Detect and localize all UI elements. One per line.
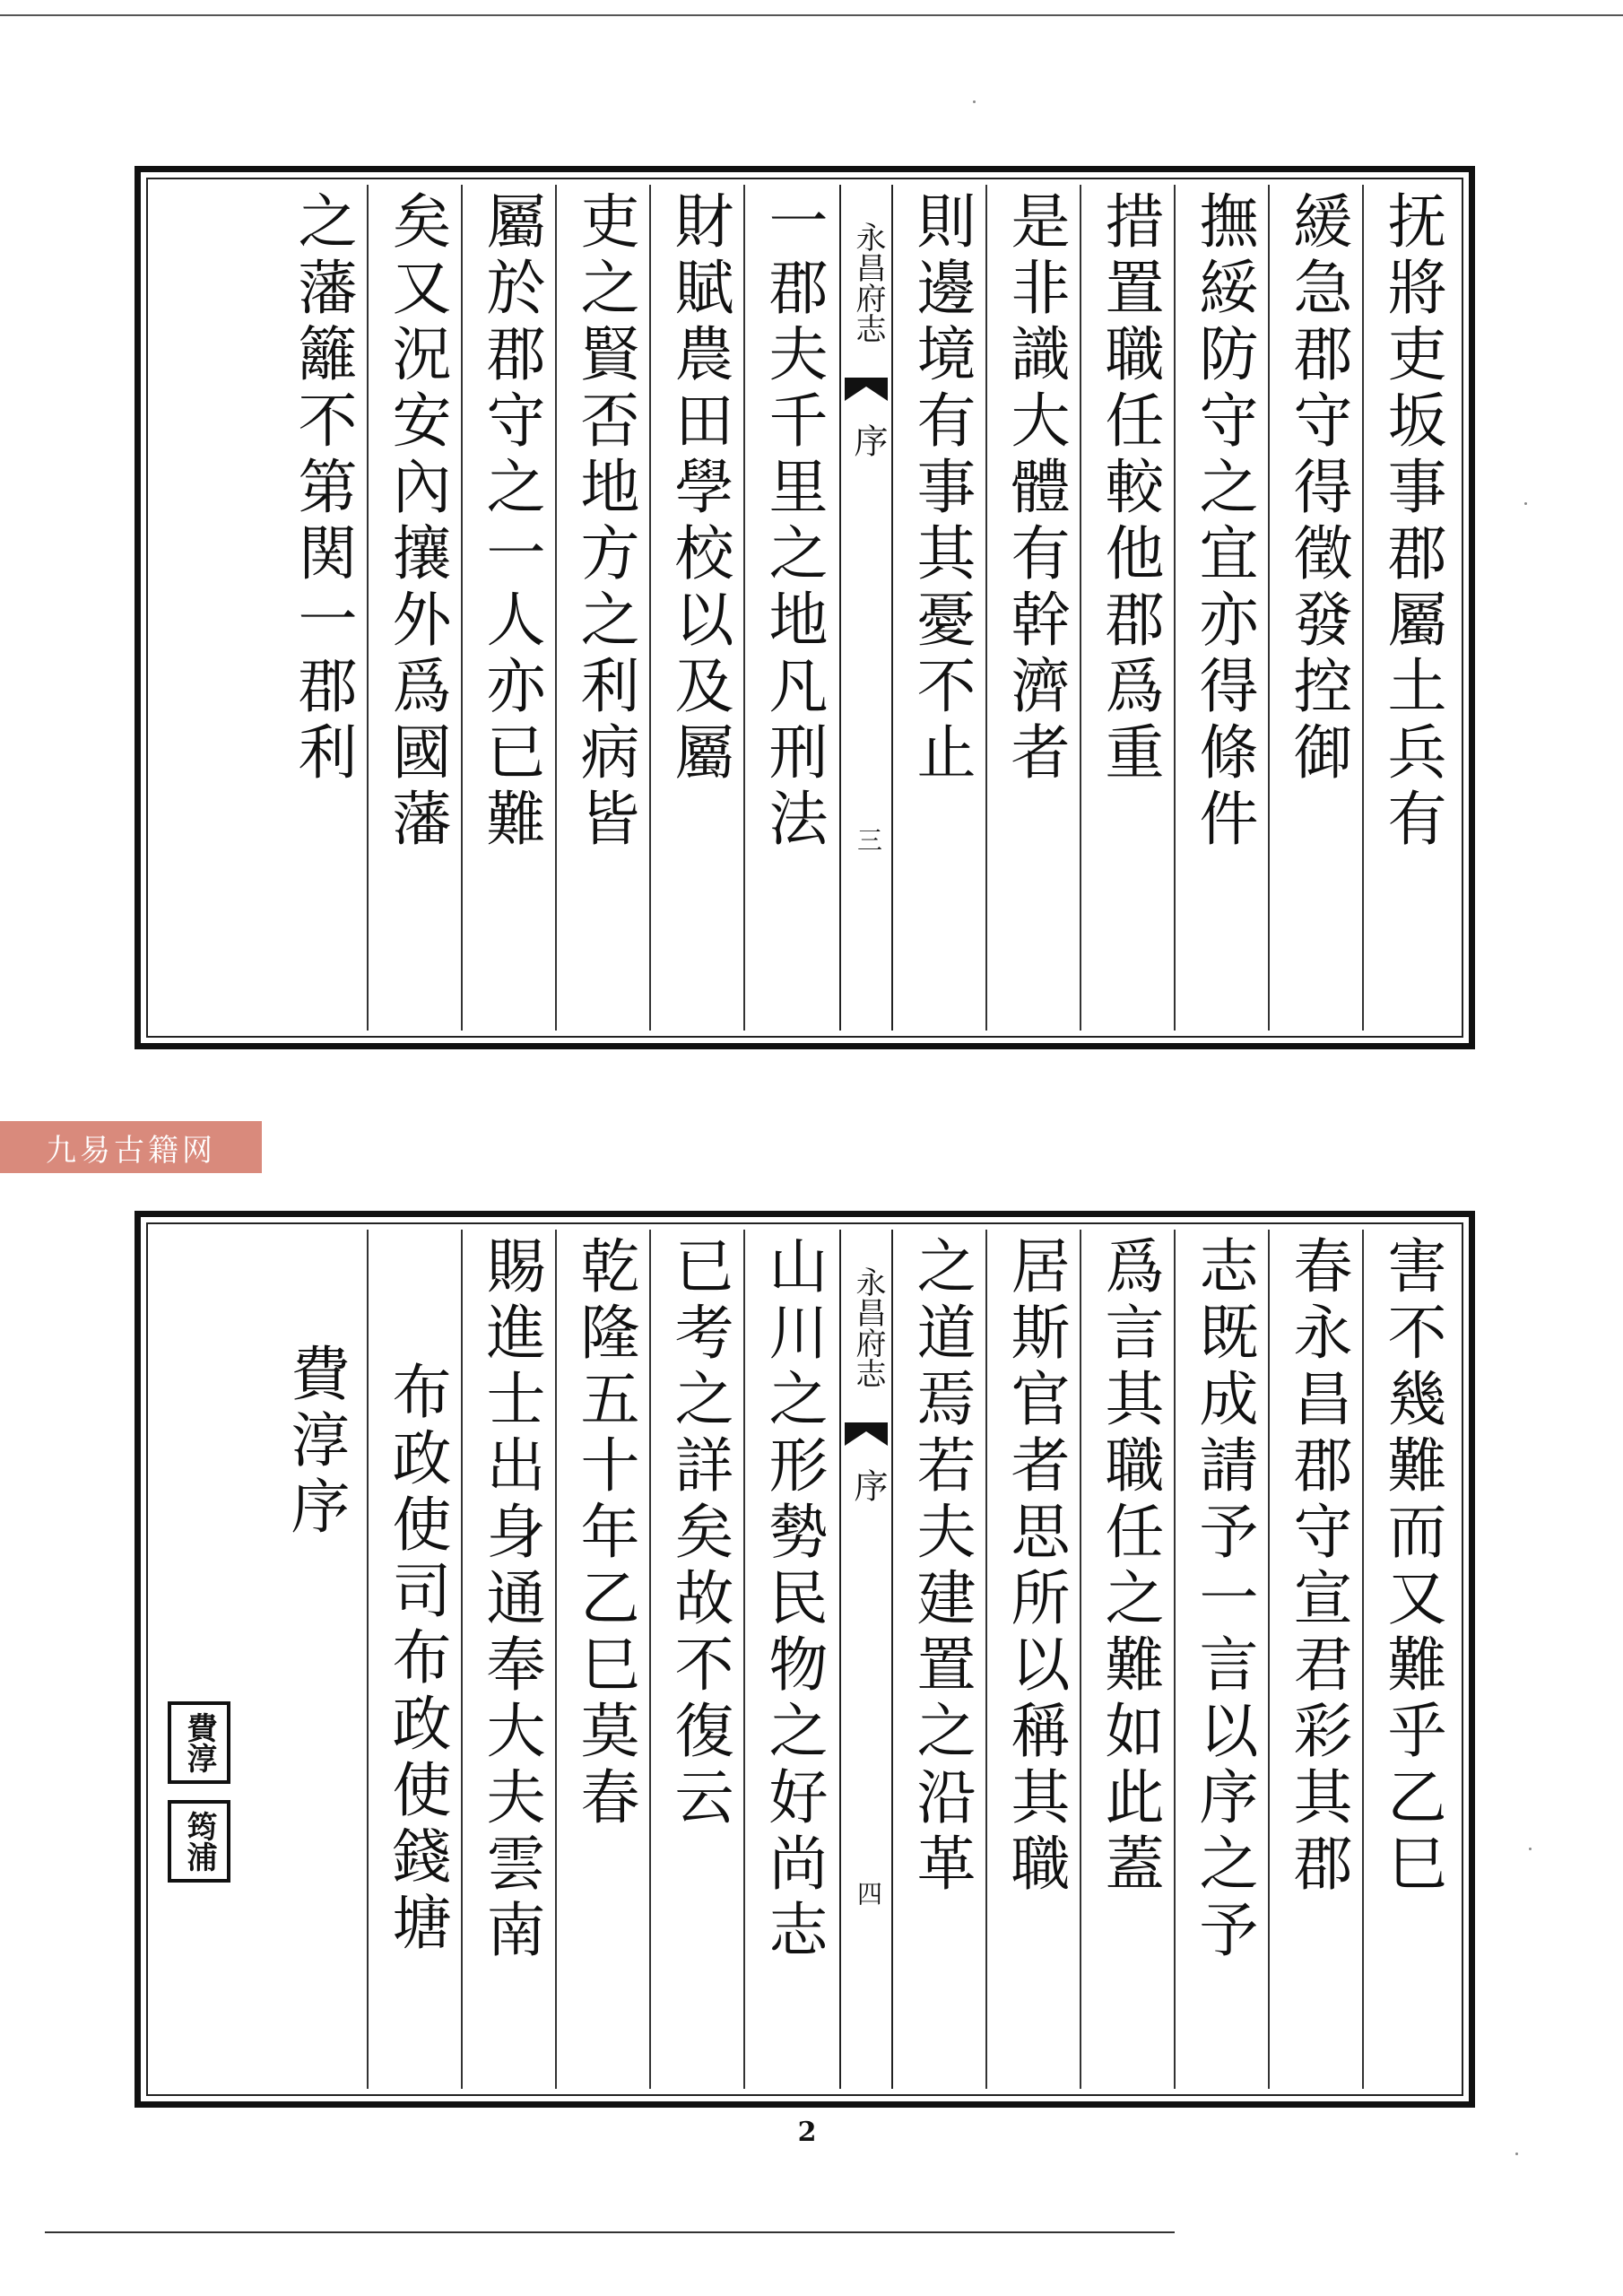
column-rule [1174, 185, 1176, 1031]
column-rule [1362, 185, 1364, 1031]
text-column: 吏之賢否地方之利病皆 [570, 190, 639, 854]
seal-text: 筠浦 [181, 1811, 217, 1872]
site-watermark: 九易古籍网 [0, 1121, 262, 1173]
text-column: 已考之詳矣故不復云 [664, 1235, 733, 1832]
bottom-text-block [135, 1211, 1475, 2108]
column-rule [743, 185, 745, 1031]
text-column: 矣又況安內攘外爲國藩 [382, 190, 451, 854]
signature: 費淳序 [281, 1343, 350, 1542]
column-rule [367, 185, 369, 1031]
text-column: 屬於郡守之一人亦已難 [476, 190, 545, 854]
chapter-label: 序 [848, 423, 888, 457]
column-rule [649, 185, 651, 1031]
text-column: 撫綏防守之宜亦得條件 [1189, 190, 1258, 854]
center-margin-column [839, 185, 893, 1031]
column-rule [1362, 1230, 1364, 2089]
text-column: 是非識大體有幹濟者 [1001, 190, 1070, 787]
leaf-number: 四 [854, 1881, 883, 1906]
column-rule [367, 1230, 369, 2089]
text-column: 之道焉若夫建置之沿革 [907, 1235, 976, 1899]
text-column: 措置職任較他郡爲重 [1095, 190, 1164, 787]
seal-stamp [168, 1800, 230, 1883]
text-column: 布政使司布政使錢塘 [382, 1361, 451, 1958]
book-title: 永昌府志 [850, 222, 886, 344]
column-rule [555, 185, 557, 1031]
chapter-label: 序 [848, 1468, 888, 1502]
text-column: 春永昌郡守宣君彩其郡 [1283, 1235, 1352, 1899]
seal-text: 費淳 [181, 1712, 217, 1773]
scan-speck [973, 100, 976, 103]
text-column: 賜進士出身通奉大夫雲南 [476, 1235, 545, 1965]
scan-speck [1524, 502, 1527, 505]
column-rule [985, 185, 987, 1031]
text-column: 之藩籬不第関一郡利 [288, 190, 357, 787]
text-column: 緩急郡守得徵發控御 [1283, 190, 1352, 787]
column-rule [1080, 185, 1081, 1031]
text-column: 居斯官者思所以稱其職 [1001, 1235, 1070, 1899]
text-column: 志既成請予一言以序之予 [1189, 1235, 1258, 1965]
bottom-rule [45, 2231, 1175, 2233]
text-column: 一郡夫千里之地凡刑法 [759, 190, 828, 854]
column-rule [1080, 1230, 1081, 2089]
column-rule [649, 1230, 651, 2089]
text-column: 害不幾難而又難乎乙巳 [1377, 1235, 1446, 1899]
page-number: 2 [797, 2117, 817, 2148]
column-rule [555, 1230, 557, 2089]
text-column: 則邊境有事其憂不止 [907, 190, 976, 787]
fish-tail-mark-icon [845, 378, 888, 401]
fish-tail-mark-icon [845, 1422, 888, 1446]
center-margin-column [839, 1230, 893, 2089]
top-text-block [135, 166, 1475, 1049]
column-rule [743, 1230, 745, 2089]
column-rule [1268, 1230, 1270, 2089]
text-column: 爲言其職任之難如此蓋 [1095, 1235, 1164, 1899]
column-rule [461, 1230, 463, 2089]
column-rule [1174, 1230, 1176, 2089]
text-column: 財賦農田學校以及屬 [664, 190, 733, 787]
column-rule [461, 185, 463, 1031]
column-rule [985, 1230, 987, 2089]
text-column: 抚將吏坂事郡屬土兵有 [1377, 190, 1446, 854]
leaf-number: 三 [854, 827, 883, 852]
top-rule [0, 14, 1623, 16]
text-column: 乾隆五十年乙巳莫春 [570, 1235, 639, 1832]
text-column: 山川之形勢民物之好尚志 [759, 1235, 828, 1965]
seal-stamp [168, 1701, 230, 1784]
scan-speck [1515, 2152, 1518, 2155]
scan-speck [1529, 1848, 1532, 1850]
column-rule [1268, 185, 1270, 1031]
book-title: 永昌府志 [850, 1266, 886, 1388]
